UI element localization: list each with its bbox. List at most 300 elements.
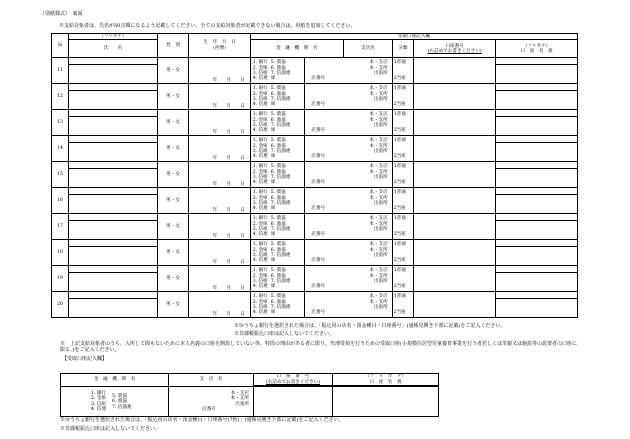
footnote-yucho: ※ゆうちょ銀行を選択された場合は、「振込用の店名・預金種目・口座番号」(通帳見開き下部に記載)をご記入ください。 <box>234 323 506 329</box>
holder-furigana-field[interactable] <box>496 110 578 117</box>
bank-type-5: 5. 農協 <box>270 242 286 248</box>
bank-type-8: 庫 <box>270 283 276 289</box>
row-no: 16 <box>52 188 69 214</box>
category-cell[interactable] <box>392 188 414 214</box>
table-row <box>52 84 578 91</box>
name-field[interactable] <box>69 65 158 84</box>
table-row <box>52 292 578 299</box>
bank-type-1: 1. 銀行 <box>252 294 268 300</box>
branch-cell[interactable] <box>305 162 392 188</box>
category-cell[interactable] <box>392 266 414 292</box>
lower-header-holder <box>333 374 439 386</box>
branch-cell[interactable] <box>305 58 392 84</box>
header-account-no-l1: 口座番号 <box>445 43 464 49</box>
account-no-field[interactable] <box>414 58 496 84</box>
lower-holder-furigana: （フ リ ガ ナ） <box>364 374 407 380</box>
bank-type-8: 庫 <box>270 75 276 81</box>
furigana-field[interactable] <box>69 110 158 117</box>
recipient-table <box>51 33 578 318</box>
name-field[interactable] <box>69 299 158 318</box>
holder-name-field[interactable] <box>496 299 578 318</box>
branch-store-no: 店番号 <box>311 75 326 81</box>
branch-type-3: 出張所 <box>373 252 388 258</box>
row-no: 17 <box>52 214 69 240</box>
lower-bank-type-5: 5. 農協 <box>112 394 128 400</box>
header-bank-name: 金 融 機 関 名 <box>250 40 343 58</box>
bank-type-cell[interactable] <box>250 266 305 292</box>
branch-type-1: 本・支店 <box>369 138 388 144</box>
header-branch: 支店名 <box>343 40 392 58</box>
category-checking: 2当座 <box>393 154 406 160</box>
lower-bank-type-1: 1. 銀行 <box>91 391 107 397</box>
lower-account-no-l1: 口 座 番 号 <box>276 374 310 380</box>
birthdate-field[interactable]: 年 月 日 <box>189 136 250 162</box>
bank-type-4: 4. 信連 <box>252 179 268 185</box>
holder-name-field[interactable] <box>496 117 578 136</box>
account-no-field[interactable] <box>414 84 496 110</box>
lower-header-account-no <box>254 374 333 386</box>
holder-name-field[interactable] <box>496 143 578 162</box>
category-ordinary: 1普通 <box>393 294 406 299</box>
instruction-note: ※支給対象者は、氏名が50音順になるよう記載してください。全ての支給対象者が記載できない場合は、用紙を追加してください。 <box>59 23 356 29</box>
lower-bank-cell[interactable] <box>61 387 169 417</box>
lower-holder-name: 口 座 名 義 <box>369 379 402 385</box>
bank-type-cell[interactable] <box>250 162 305 188</box>
table-row <box>52 162 578 169</box>
category-checking: 2当座 <box>393 284 406 290</box>
lower-note: ※ 上記支給対象者のうち、入所して間もないために本人名義の口座を開設していない等、特段の理由がある者に限り、代理受領を行うための受取口座(小規模住居型児童養育事業を行う者若しくは里親又は施設等の設置者の口座に限る。)をご記入ください。 <box>60 341 577 353</box>
category-ordinary: 1普通 <box>393 242 406 247</box>
bank-type-2: 2. 金庫 <box>252 91 268 97</box>
category-checking: 2当座 <box>393 310 406 316</box>
bank-type-8: 庫 <box>270 101 276 107</box>
category-cell[interactable] <box>392 84 414 110</box>
bank-type-6: 6. 漁協 <box>270 195 286 201</box>
table-row <box>52 214 578 221</box>
holder-name-field[interactable] <box>496 273 578 292</box>
bank-type-1: 1. 銀行 <box>252 190 268 196</box>
account-no-field[interactable] <box>414 136 496 162</box>
branch-type-2: 本・支所 <box>369 65 388 71</box>
header-no: № <box>52 34 69 58</box>
bank-type-cell[interactable] <box>250 84 305 110</box>
bank-type-3: 3. 信組 <box>252 252 268 258</box>
bank-type-7: 7. 信漁連 <box>270 200 291 206</box>
header-account-no-l2: (右詰めでお書きください) <box>427 48 482 54</box>
header-holder <box>496 40 578 58</box>
bank-type-3: 3. 信組 <box>252 96 268 102</box>
branch-type-2: 本・支所 <box>369 273 388 279</box>
furigana-field[interactable] <box>69 136 158 143</box>
bank-type-5: 5. 農協 <box>270 60 286 66</box>
bank-type-6: 6. 漁協 <box>270 273 286 279</box>
branch-cell[interactable] <box>305 136 392 162</box>
row-no: 12 <box>52 84 69 110</box>
gender-select[interactable]: 男・女 <box>157 266 189 292</box>
lower-branch-cell[interactable] <box>169 387 254 417</box>
bank-type-7: 7. 信漁連 <box>270 226 291 232</box>
branch-type-3: 出張所 <box>373 70 388 76</box>
gender-select[interactable]: 男・女 <box>157 136 189 162</box>
branch-type-1: 本・支店 <box>369 294 388 300</box>
account-no-field[interactable] <box>414 162 496 188</box>
lower-branch-type-2: 本・支所 <box>230 396 249 402</box>
branch-store-no: 店番号 <box>311 231 326 237</box>
account-no-field[interactable] <box>414 188 496 214</box>
form-label: （別紙様式） 裏面 <box>40 11 83 17</box>
bank-type-6: 6. 漁協 <box>270 65 286 71</box>
branch-cell[interactable] <box>305 214 392 240</box>
branch-type-1: 本・支店 <box>369 190 388 196</box>
branch-store-no: 店番号 <box>311 153 326 159</box>
branch-store-no: 店番号 <box>311 127 326 133</box>
holder-furigana-field[interactable] <box>496 214 578 221</box>
branch-type-3: 出張所 <box>373 200 388 206</box>
holder-name-field[interactable] <box>496 169 578 188</box>
bank-type-6: 6. 漁協 <box>270 117 286 123</box>
holder-furigana-field[interactable] <box>496 84 578 91</box>
row-no: 14 <box>52 136 69 162</box>
branch-cell[interactable] <box>305 188 392 214</box>
holder-name-field[interactable] <box>496 195 578 214</box>
birthdate-field[interactable]: 年 月 日 <box>189 266 250 292</box>
bank-type-5: 5. 農協 <box>270 190 286 196</box>
bank-type-3: 3. 信組 <box>252 304 268 310</box>
bank-type-3: 3. 信組 <box>252 122 268 128</box>
bank-type-8: 庫 <box>270 257 276 263</box>
name-field[interactable] <box>69 273 158 292</box>
name-field[interactable] <box>69 221 158 240</box>
furigana-field[interactable] <box>69 188 158 195</box>
bank-type-8: 庫 <box>270 179 276 185</box>
branch-type-3: 出張所 <box>373 174 388 180</box>
branch-store-no: 店番号 <box>311 257 326 263</box>
branch-type-2: 本・支所 <box>369 195 388 201</box>
category-ordinary: 1普通 <box>393 112 406 117</box>
bank-type-4: 4. 信連 <box>252 257 268 263</box>
bank-type-2: 2. 金庫 <box>252 143 268 149</box>
lower-branch-type-1: 本・支店 <box>230 391 249 397</box>
branch-type-1: 本・支店 <box>369 86 388 92</box>
branch-type-2: 本・支所 <box>369 299 388 305</box>
bank-type-1: 1. 銀行 <box>252 86 268 92</box>
branch-store-no: 店番号 <box>311 101 326 107</box>
bank-type-1: 1. 銀行 <box>252 268 268 274</box>
name-field[interactable] <box>69 117 158 136</box>
bank-type-3: 3. 信組 <box>252 200 268 206</box>
branch-type-1: 本・支店 <box>369 164 388 170</box>
account-no-field[interactable] <box>414 110 496 136</box>
bank-type-2: 2. 金庫 <box>252 195 268 201</box>
category-ordinary: 1普通 <box>393 138 406 143</box>
branch-type-2: 本・支所 <box>369 117 388 123</box>
bank-type-2: 2. 金庫 <box>252 117 268 123</box>
branch-type-3: 出張所 <box>373 96 388 102</box>
proxy-account-table <box>60 373 439 417</box>
gender-select[interactable]: 男・女 <box>157 240 189 266</box>
bank-type-3: 3. 信組 <box>252 70 268 76</box>
furigana-field[interactable] <box>69 240 158 247</box>
header-name: 氏 名 <box>69 40 158 58</box>
holder-furigana-field[interactable] <box>496 162 578 169</box>
header-birth-l1: 生 年 月 日 <box>203 40 236 46</box>
category-checking: 2当座 <box>393 102 406 108</box>
account-no-field[interactable] <box>414 266 496 292</box>
gender-select[interactable]: 男・女 <box>157 110 189 136</box>
holder-furigana-field[interactable] <box>496 58 578 65</box>
category-cell[interactable] <box>392 214 414 240</box>
category-cell[interactable] <box>392 240 414 266</box>
branch-store-no: 店番号 <box>311 309 326 315</box>
branch-store-no: 店番号 <box>311 283 326 289</box>
holder-furigana-field[interactable] <box>496 240 578 247</box>
holder-name-field[interactable] <box>496 65 578 84</box>
bank-type-2: 2. 金庫 <box>252 221 268 227</box>
bank-type-7: 7. 信漁連 <box>270 96 291 102</box>
branch-type-1: 本・支店 <box>369 60 388 66</box>
bank-type-cell[interactable] <box>250 110 305 136</box>
category-cell[interactable] <box>392 58 414 84</box>
branch-cell[interactable] <box>305 266 392 292</box>
furigana-field[interactable] <box>69 292 158 299</box>
row-no: 18 <box>52 240 69 266</box>
branch-store-no: 店番号 <box>311 205 326 211</box>
category-checking: 2当座 <box>393 76 406 82</box>
branch-cell[interactable] <box>305 292 392 318</box>
lower-bank-type-7: 7. 信漁連 <box>112 404 132 410</box>
bank-type-cell[interactable] <box>250 214 305 240</box>
table-row <box>52 136 578 143</box>
lower-bank-type-2: 2. 金庫 <box>91 396 107 402</box>
bank-type-5: 5. 農協 <box>270 164 286 170</box>
branch-type-1: 本・支店 <box>369 112 388 118</box>
furigana-field[interactable] <box>69 84 158 91</box>
category-checking: 2当座 <box>393 258 406 264</box>
bank-type-7: 7. 信漁連 <box>270 70 291 76</box>
branch-type-2: 本・支所 <box>369 169 388 175</box>
name-field[interactable] <box>69 91 158 110</box>
furigana-field[interactable] <box>69 214 158 221</box>
category-cell[interactable] <box>392 110 414 136</box>
bank-type-1: 1. 銀行 <box>252 164 268 170</box>
row-no: 15 <box>52 162 69 188</box>
branch-type-1: 本・支店 <box>369 242 388 248</box>
birthdate-field[interactable]: 年 月 日 <box>189 214 250 240</box>
birthdate-field[interactable]: 年 月 日 <box>189 84 250 110</box>
bank-type-6: 6. 漁協 <box>270 299 286 305</box>
category-ordinary: 1普通 <box>393 216 406 221</box>
bank-type-7: 7. 信漁連 <box>270 278 291 284</box>
holder-furigana-field[interactable] <box>496 136 578 143</box>
birthdate-field[interactable]: 年 月 日 <box>189 240 250 266</box>
row-no: 19 <box>52 266 69 292</box>
branch-type-3: 出張所 <box>373 278 388 284</box>
bank-type-7: 7. 信漁連 <box>270 304 291 310</box>
bank-type-2: 2. 金庫 <box>252 299 268 305</box>
name-field[interactable] <box>69 169 158 188</box>
category-ordinary: 1普通 <box>393 164 406 169</box>
birthdate-field[interactable]: 年 月 日 <box>189 162 250 188</box>
bank-type-1: 1. 銀行 <box>252 242 268 248</box>
branch-type-2: 本・支所 <box>369 143 388 149</box>
birthdate-field[interactable]: 年 月 日 <box>189 58 250 84</box>
category-checking: 2当座 <box>393 232 406 238</box>
lower-branch-type-3: 出張所 <box>235 401 249 407</box>
name-field[interactable] <box>69 143 158 162</box>
table-row <box>52 240 578 247</box>
branch-type-2: 本・支所 <box>369 247 388 253</box>
bank-type-5: 5. 農協 <box>270 268 286 274</box>
bank-type-6: 6. 漁協 <box>270 247 286 253</box>
category-cell[interactable] <box>392 162 414 188</box>
category-cell[interactable] <box>392 136 414 162</box>
bank-type-7: 7. 信漁連 <box>270 122 291 128</box>
bank-type-cell[interactable] <box>250 240 305 266</box>
gender-select[interactable]: 男・女 <box>157 292 189 318</box>
bank-type-4: 4. 信連 <box>252 309 268 315</box>
lower-footnote-yucho: ※ゆうちょ銀行を選択された場合は、「振込用の店名・預金種目・口座番号(7桁)」(通帳見開き下部に記載)をご記入ください。 <box>60 417 344 423</box>
bank-type-5: 5. 農協 <box>270 216 286 222</box>
furigana-field[interactable] <box>69 162 158 169</box>
header-birth-l2: （西暦） <box>210 45 229 51</box>
category-ordinary: 1普通 <box>393 190 406 195</box>
branch-type-1: 本・支店 <box>369 216 388 222</box>
lower-title: 【受取口座記入欄】 <box>62 356 108 362</box>
account-no-field[interactable] <box>414 292 496 318</box>
branch-cell[interactable] <box>305 240 392 266</box>
header-holder-furigana: （フリガナ） <box>522 43 551 49</box>
header-holder-name: 口 座 名 義 <box>520 48 553 54</box>
bank-type-1: 1. 銀行 <box>252 60 268 66</box>
holder-name-field[interactable] <box>496 91 578 110</box>
name-field[interactable] <box>69 247 158 266</box>
branch-cell[interactable] <box>305 84 392 110</box>
branch-type-3: 出張所 <box>373 148 388 154</box>
table-row <box>52 188 578 195</box>
furigana-field[interactable] <box>69 58 158 65</box>
name-field[interactable] <box>69 195 158 214</box>
birthdate-field[interactable]: 年 月 日 <box>189 110 250 136</box>
category-ordinary: 1普通 <box>393 86 406 91</box>
bank-type-cell[interactable] <box>250 188 305 214</box>
bank-type-6: 6. 漁協 <box>270 91 286 97</box>
bank-type-4: 4. 信連 <box>252 283 268 289</box>
category-checking: 2当座 <box>393 180 406 186</box>
gender-select[interactable]: 男・女 <box>157 162 189 188</box>
account-no-field[interactable] <box>414 214 496 240</box>
bank-type-8: 庫 <box>270 231 276 237</box>
category-checking: 2当座 <box>393 206 406 212</box>
furigana-field[interactable] <box>69 266 158 273</box>
table-row <box>52 266 578 273</box>
bank-type-8: 庫 <box>270 153 276 159</box>
bank-type-cell[interactable] <box>250 58 305 84</box>
gender-select[interactable]: 男・女 <box>157 188 189 214</box>
bank-type-7: 7. 信漁連 <box>270 148 291 154</box>
lower-branch-store-no: 店番号 <box>202 406 216 412</box>
bank-type-4: 4. 信連 <box>252 75 268 81</box>
bank-type-cell[interactable] <box>250 292 305 318</box>
account-no-field[interactable] <box>414 240 496 266</box>
lower-footnote-nontaxable: ※非課税振込口座は記入しないでください。 <box>60 426 161 432</box>
row-no: 20 <box>52 292 69 318</box>
bank-type-1: 1. 銀行 <box>252 216 268 222</box>
bank-type-3: 3. 信組 <box>252 148 268 154</box>
row-no: 13 <box>52 110 69 136</box>
bank-type-2: 2. 金庫 <box>252 65 268 71</box>
branch-type-3: 出張所 <box>373 226 388 232</box>
lower-bank-type-4: 4. 信連 <box>91 406 107 412</box>
lower-bank-type-3: 3. 信組 <box>91 401 107 407</box>
bank-type-3: 3. 信組 <box>252 174 268 180</box>
table-row <box>52 58 578 65</box>
bank-type-1: 1. 銀行 <box>252 112 268 118</box>
bank-type-3: 3. 信組 <box>252 226 268 232</box>
bank-type-6: 6. 漁協 <box>270 143 286 149</box>
birthdate-field[interactable]: 年 月 日 <box>189 292 250 318</box>
bank-type-2: 2. 金庫 <box>252 247 268 253</box>
bank-type-5: 5. 農協 <box>270 112 286 118</box>
holder-name-field[interactable] <box>496 247 578 266</box>
header-account-no <box>414 40 496 58</box>
gender-select[interactable]: 男・女 <box>157 84 189 110</box>
bank-type-6: 6. 漁協 <box>270 169 286 175</box>
lower-account-no-l2: (右詰めでお書きください) <box>265 379 321 385</box>
header-birth <box>189 34 250 58</box>
category-checking: 2当座 <box>393 128 406 134</box>
bank-type-5: 5. 農協 <box>270 138 286 144</box>
lower-header-bank: 金 融 機 関 名 <box>61 374 169 387</box>
branch-type-2: 本・支所 <box>369 91 388 97</box>
bank-type-4: 4. 信連 <box>252 127 268 133</box>
lower-header-branch: 支 店 名 <box>169 374 254 387</box>
bank-type-6: 6. 漁協 <box>270 221 286 227</box>
header-account: 受取口座記入欄 <box>250 34 577 40</box>
bank-type-4: 4. 信連 <box>252 101 268 107</box>
birthdate-field[interactable]: 年 月 日 <box>189 188 250 214</box>
bank-type-8: 庫 <box>270 309 276 315</box>
bank-type-cell[interactable] <box>250 136 305 162</box>
lower-account-no-cell[interactable] <box>254 387 333 417</box>
bank-type-1: 1. 銀行 <box>252 138 268 144</box>
branch-type-3: 出張所 <box>373 304 388 310</box>
gender-select[interactable]: 男・女 <box>157 58 189 84</box>
branch-type-2: 本・支所 <box>369 221 388 227</box>
bank-type-8: 庫 <box>270 127 276 133</box>
bank-type-5: 5. 農協 <box>270 294 286 300</box>
header-gender: 性 別 <box>157 34 189 58</box>
gender-select[interactable]: 男・女 <box>157 214 189 240</box>
bank-type-7: 7. 信漁連 <box>270 252 291 258</box>
row-no: 11 <box>52 58 69 84</box>
holder-name-field[interactable] <box>496 221 578 240</box>
branch-cell[interactable] <box>305 110 392 136</box>
bank-type-4: 4. 信連 <box>252 231 268 237</box>
holder-furigana-field[interactable] <box>496 188 578 195</box>
bank-type-4: 4. 信連 <box>252 205 268 211</box>
bank-type-2: 2. 金庫 <box>252 273 268 279</box>
branch-store-no: 店番号 <box>311 179 326 185</box>
category-ordinary: 1普通 <box>393 60 406 65</box>
holder-furigana-field[interactable] <box>496 266 578 273</box>
holder-furigana-field[interactable] <box>496 292 578 299</box>
lower-holder-cell[interactable] <box>333 387 439 417</box>
bank-type-7: 7. 信漁連 <box>270 174 291 180</box>
bank-type-3: 3. 信組 <box>252 278 268 284</box>
category-ordinary: 1普通 <box>393 268 406 273</box>
category-cell[interactable] <box>392 292 414 318</box>
table-row <box>52 110 578 117</box>
